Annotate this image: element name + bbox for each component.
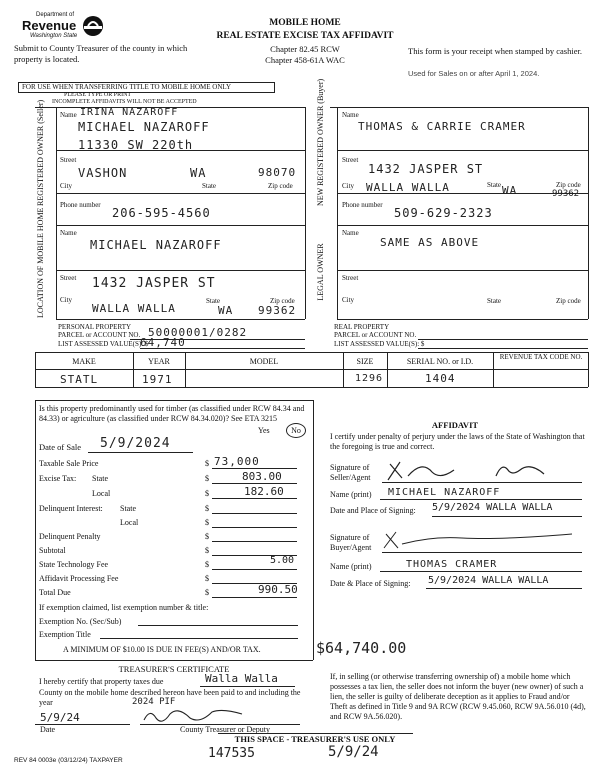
cell-size[interactable]: 1296 [355, 373, 384, 384]
real-property-label: REAL PROPERTY [334, 323, 390, 331]
location-label: LOCATION OF MOBILE HOME [36, 207, 45, 318]
buyer-city-label: City [342, 182, 355, 190]
seller-name-print[interactable]: MICHAEL NAZAROFF [388, 487, 501, 498]
seller-city-label: City [60, 182, 73, 190]
dollar-sign-1: $ [205, 459, 209, 468]
dollar-sign-4: $ [205, 504, 209, 513]
col-serial: SERIAL NO. or I.D. [406, 357, 474, 366]
seller-date-place-label: Date and Place of Signing: [330, 506, 416, 515]
seller-signature[interactable] [386, 458, 566, 484]
delinquent-state-label: State [120, 504, 136, 513]
dept-line3: Washington State [30, 33, 78, 39]
legal-owner-label: LEGAL OWNER [316, 243, 325, 301]
seller-name2[interactable]: MICHAEL NAZAROFF [78, 120, 210, 134]
dollar-sign-3: $ [205, 489, 209, 498]
buyer-city[interactable]: WALLA WALLA [366, 181, 450, 194]
cell-make[interactable]: STATL [60, 373, 99, 386]
real-assessed-label: LIST ASSESSED VALUE(S): $ [334, 340, 425, 348]
used-for-note: Used for Sales on or after April 1, 2024. [408, 69, 540, 78]
buyer-zip-label: Zip code [556, 181, 581, 189]
affidavit-title: AFFIDAVIT [431, 420, 479, 430]
seller-street-label: Street [60, 156, 77, 164]
notice-type-print: PLEASE TYPE OR PRINT [64, 92, 132, 98]
seller-city[interactable]: VASHON [78, 166, 128, 180]
legal-name-label: Name [342, 229, 359, 237]
buyer-name-print[interactable]: THOMAS CRAMER [406, 559, 498, 570]
seller-state[interactable]: WA [190, 166, 207, 180]
buyer-date-place-label: Date & Place of Signing: [330, 579, 411, 588]
chapter-rcw: Chapter 82.45 RCW [270, 44, 340, 54]
seller-phone-label: Phone number [60, 201, 101, 209]
location-state[interactable]: WA [218, 304, 234, 317]
location-zip[interactable]: 99362 [258, 304, 297, 317]
revenue-logo [18, 12, 108, 42]
minimum-note: A MINIMUM OF $10.00 IS DUE IN FEE(S) AND/OR TAX. [63, 645, 261, 654]
delinquent-local-label: Local [120, 518, 139, 527]
legal-city-label: City [342, 296, 355, 304]
excise-local[interactable]: 182.60 [244, 485, 284, 498]
seller-zip-label: Zip code [268, 182, 293, 190]
dollar-sign-8: $ [205, 560, 209, 569]
legal-street-label: Street [342, 274, 359, 282]
personal-assessed-label: LIST ASSESSED VALUE(S): $ [58, 340, 149, 348]
exemption-claimed: If exemption claimed, list exemption number & title: [39, 603, 209, 612]
treasurer-county-line: County on the mobile home described hereon have been paid to and including the year [39, 688, 301, 707]
tech-fee-label: State Technology Fee [39, 560, 109, 569]
date-of-sale-label: Date of Sale [39, 442, 82, 452]
tech-fee[interactable]: 5.00 [270, 555, 295, 566]
dollar-sign-9: $ [205, 574, 209, 583]
excise-state-label: State [92, 474, 108, 483]
treasurer-title: TREASURER'S CERTIFICATE [118, 664, 230, 674]
treasurer-use-only: THIS SPACE - TREASURER'S USE ONLY [234, 734, 396, 744]
legal-zip-label: Zip code [556, 297, 581, 305]
dept-line2: Revenue [22, 18, 77, 33]
seller-name-label: Name [60, 111, 77, 119]
location-city[interactable]: WALLA WALLA [92, 302, 176, 315]
timber-no-circled[interactable]: No [286, 423, 306, 438]
seller-signature-label: Signature of Seller/Agent [330, 463, 371, 482]
location-state-label: State [206, 297, 220, 305]
chapter-wac: Chapter 458-61A WAC [265, 55, 345, 65]
col-make: MAKE [72, 357, 96, 366]
location-street-label: Street [60, 274, 77, 282]
dollar-sign-5: $ [205, 518, 209, 527]
timber-question: Is this property predominantly used for timber (as classified under RCW 84.34 and 84.33) or agriculture (as classified under RCW 84.34.020)? See ETA 3215 [39, 404, 305, 423]
col-year: YEAR [148, 357, 170, 366]
personal-parcel[interactable]: 50000001/0282 [148, 326, 248, 339]
buyer-signature-label: Signature of Buyer/Agent [330, 533, 372, 552]
col-revenue-code: REVENUE TAX CODE NO. [499, 353, 583, 361]
receipt-number: 147535 [208, 746, 255, 761]
total-due[interactable]: 990.50 [258, 583, 298, 596]
receipt-note: This form is your receipt when stamped by cashier. [408, 46, 582, 56]
col-model: MODEL [249, 357, 279, 366]
subtotal-label: Subtotal [39, 546, 66, 555]
receipt-date: 5/9/24 [328, 744, 379, 760]
seller-phone[interactable]: 206-595-4560 [112, 206, 211, 220]
treasurer-signature[interactable] [140, 706, 260, 726]
buyer-name[interactable]: THOMAS & CARRIE CRAMER [358, 120, 526, 133]
form-number: REV 84 0003e (03/12/24) TAXPAYER [14, 757, 123, 764]
treasurer-deputy-label: County Treasurer or Deputy [180, 725, 270, 734]
affidavit-fee-label: Affidavit Processing Fee [39, 574, 119, 583]
treasurer-date-label: Date [40, 725, 56, 734]
timber-yes[interactable]: Yes [258, 426, 270, 435]
personal-parcel-label: PARCEL or ACCOUNT NO. [58, 331, 141, 339]
date-of-sale[interactable]: 5/9/2024 [100, 436, 171, 451]
dollar-sign-2: $ [205, 474, 209, 483]
treasurer-county[interactable]: Walla Walla [205, 672, 278, 685]
delinquent-penalty-label: Delinquent Penalty [39, 532, 101, 541]
buyer-phone[interactable]: 509-629-2323 [394, 206, 493, 220]
dollar-sign-6: $ [205, 532, 209, 541]
assessed-amount-note[interactable]: $64,740.00 [316, 639, 407, 657]
cell-serial[interactable]: 1404 [425, 372, 456, 385]
buyer-name-label: Name [342, 111, 359, 119]
seller-street[interactable]: 11330 SW 220th [78, 138, 194, 152]
delinquent-interest-label: Delinquent Interest: [39, 504, 103, 513]
new-registered-owner-label: NEW REGISTERED OWNER (Buyer) [316, 78, 325, 206]
excise-tax-label: Excise Tax: [39, 474, 77, 483]
location-name[interactable]: MICHAEL NAZAROFF [90, 238, 222, 252]
legal-owner-name[interactable]: SAME AS ABOVE [380, 236, 480, 249]
total-due-label: Total Due [39, 588, 71, 597]
notice-incomplete: INCOMPLETE AFFIDAVITS WILL NOT BE ACCEPTED [52, 99, 197, 105]
taxable-sale-price[interactable]: 73,000 [214, 455, 260, 468]
buyer-state[interactable]: WA [502, 184, 518, 197]
buyer-state-label: State [487, 181, 501, 189]
submit-instruction: Submit to County Treasurer of the county in which property is located. [14, 43, 188, 64]
seller-name-print-label: Name (print) [330, 490, 372, 499]
buyer-street-label: Street [342, 156, 359, 164]
location-name-label: Name [60, 229, 77, 237]
buyer-phone-label: Phone number [342, 201, 383, 209]
location-street[interactable]: 1432 JASPER ST [92, 276, 216, 291]
form-title-line1: MOBILE HOME [269, 18, 341, 28]
excise-state[interactable]: 803.00 [242, 470, 282, 483]
legal-state-label: State [487, 297, 501, 305]
personal-assessed[interactable]: 64,740 [140, 336, 186, 349]
real-parcel-label: PARCEL or ACCOUNT NO. [334, 331, 417, 339]
taxable-sale-price-label: Taxable Sale Price [39, 459, 99, 468]
excise-local-label: Local [92, 489, 111, 498]
location-zip-label: Zip code [270, 297, 295, 305]
dept-line1: Department of [36, 12, 75, 18]
cell-year[interactable]: 1971 [142, 373, 173, 386]
buyer-signature[interactable] [382, 530, 582, 554]
seller-state-label: State [202, 182, 216, 190]
seller-name1[interactable]: IRINA NAZAROFF [80, 107, 179, 118]
treasurer-certify-prefix: I hereby certify that property taxes due [39, 677, 164, 686]
buyer-zip[interactable]: 99362 [552, 189, 580, 199]
seller-date-place[interactable]: 5/9/2024 WALLA WALLA [432, 502, 553, 513]
dollar-sign-10: $ [205, 588, 209, 597]
affidavit-certify: I certify under penalty of perjury under the laws of the State of Washington that the foregoing is true and correct. [330, 432, 585, 451]
exemption-title-label: Exemption Title [39, 630, 91, 639]
form-title-line2: REAL ESTATE EXCISE TAX AFFIDAVIT [216, 31, 394, 41]
notice-box: FOR USE WHEN TRANSFERRING TITLE TO MOBILE HOME ONLY [18, 82, 275, 93]
exemption-no-label: Exemption No. (Sec/Sub) [39, 617, 122, 626]
treasurer-year[interactable]: 2024 PIF [132, 697, 176, 707]
buyer-name-print-label: Name (print) [330, 562, 372, 571]
lien-warning: If, in selling (or otherwise transferring ownership of) a mobile home which possesses a tax lien, the seller does not inform the buyer (new owner) of such a lien, the seller is guilty of deliberate deception as it applies to Fraud and/or Theft as defined in Title 9 and 9A RCW (RCW 9.45.060, RCW 9A.56.010 (4d), and RCW 9A.56.020). [330, 672, 586, 721]
seller-zip[interactable]: 98070 [258, 166, 297, 179]
buyer-date-place[interactable]: 5/9/2024 WALLA WALLA [428, 575, 549, 586]
treasurer-date[interactable]: 5/9/24 [40, 711, 80, 724]
dollar-sign-7: $ [205, 546, 209, 555]
col-size: SIZE [356, 357, 374, 366]
personal-property-label: PERSONAL PROPERTY [58, 323, 132, 331]
buyer-street[interactable]: 1432 JASPER ST [368, 162, 484, 176]
location-city-label: City [60, 296, 73, 304]
registered-owner-label: REGISTERED OWNER (Seller) [36, 99, 45, 206]
